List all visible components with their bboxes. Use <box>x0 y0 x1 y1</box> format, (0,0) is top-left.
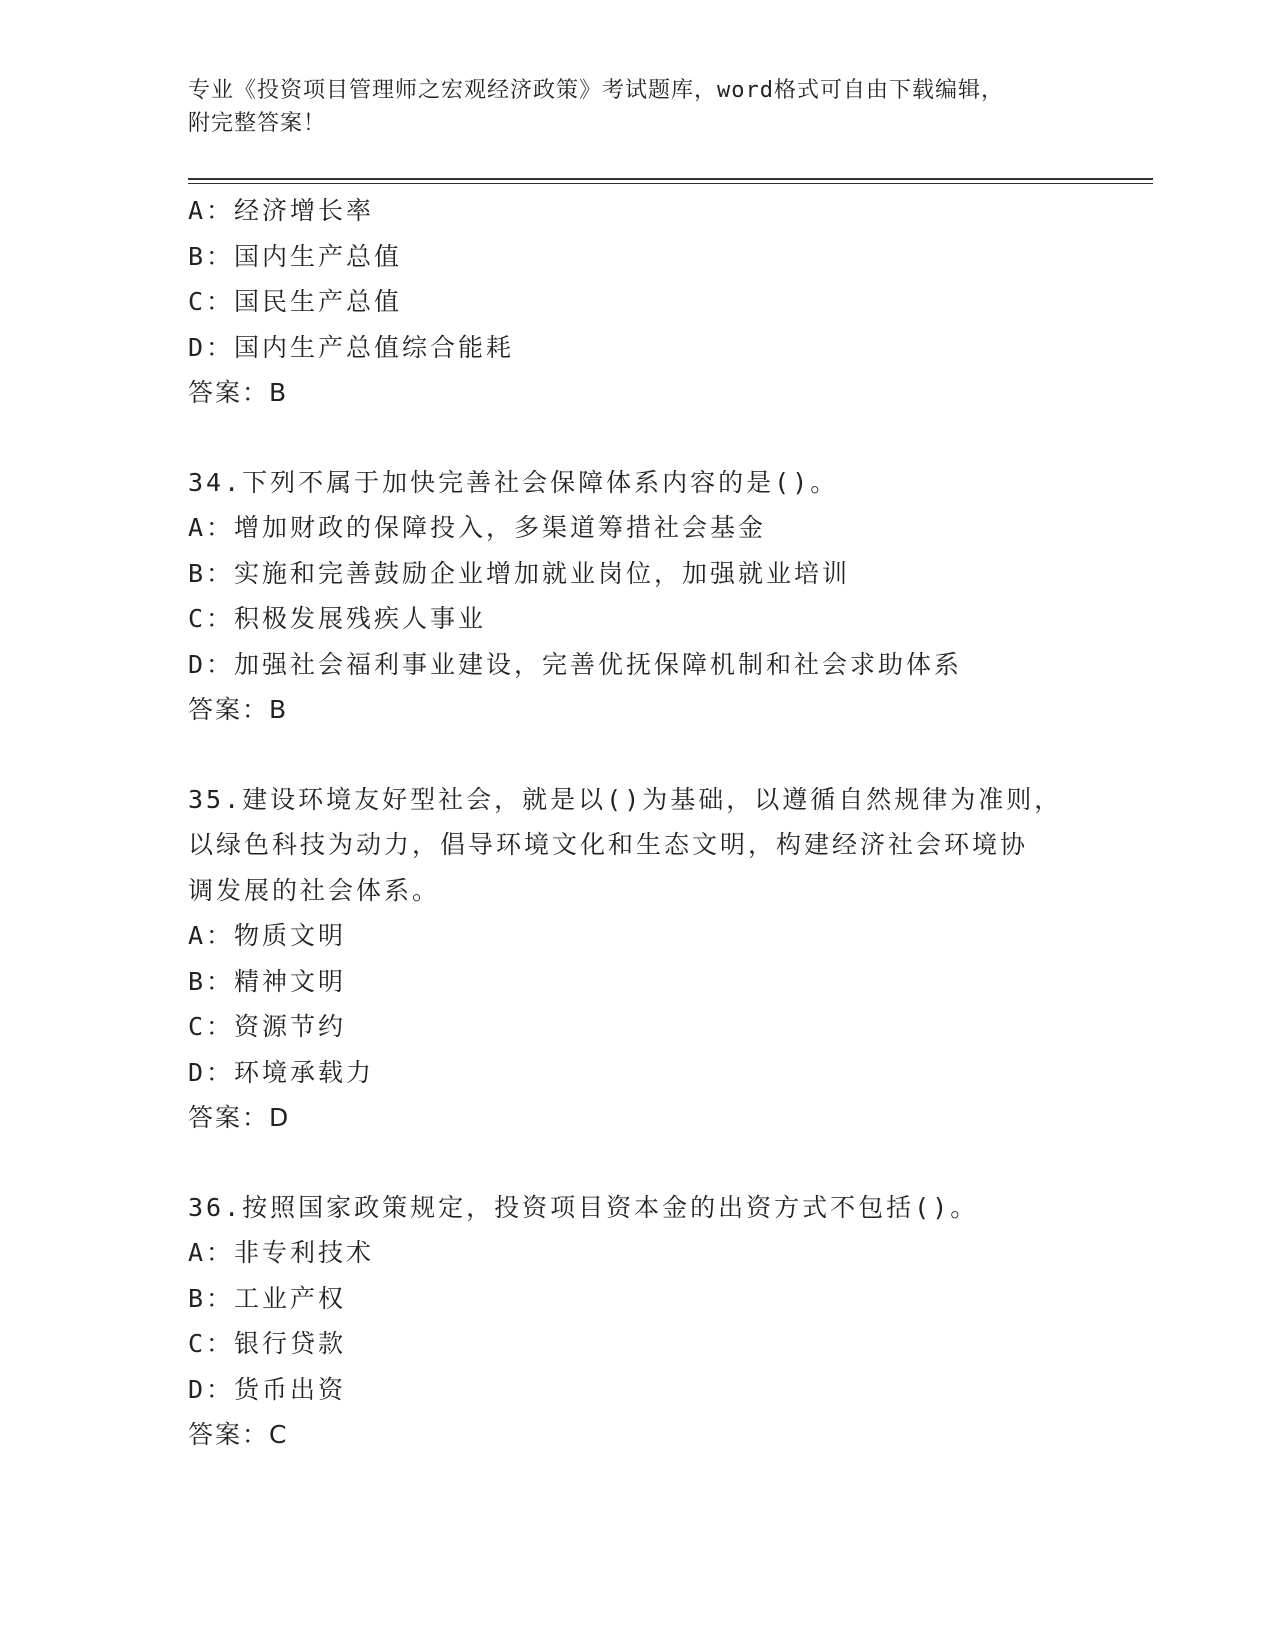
option-d: D：加强社会福利事业建设，完善优抚保障机制和社会求助体系 <box>188 649 963 679</box>
answer: 答案：D <box>188 1103 291 1132</box>
option-b: B：精神文明 <box>188 966 347 996</box>
option-b: B：国内生产总值 <box>188 241 403 271</box>
question-stem-line-2: 以绿色科技为动力，倡导环境文化和生态文明，构建经济社会环境协 <box>188 830 1029 859</box>
option-a: A：非专利技术 <box>188 1238 375 1267</box>
option-b: B：工业产权 <box>188 1283 347 1313</box>
option-d: D：环境承载力 <box>188 1057 375 1087</box>
header-line-2: 附完整答案！ <box>188 111 327 136</box>
option-c: C：国民生产总值 <box>188 287 403 316</box>
answer: 答案：C <box>188 1420 289 1449</box>
question-35 <box>188 777 1088 1141</box>
spacer <box>188 416 1088 460</box>
question-stem: 36.按照国家政策规定，投资项目资本金的出资方式不包括()。 <box>188 1192 979 1222</box>
answer: 答案：B <box>188 695 289 724</box>
question-36 <box>188 1185 1088 1458</box>
header-line-1: 专业《投资项目管理师之宏观经济政策》考试题库，word格式可自由下载编辑， <box>188 78 1004 103</box>
option-d: D：货币出资 <box>188 1374 347 1404</box>
header-divider-thick <box>188 178 1153 180</box>
answer: 答案：B <box>188 378 289 407</box>
question-stem-line-1: 35.建设环境友好型社会，就是以()为基础，以遵循自然规律为准则， <box>188 784 1063 814</box>
header-divider-thin <box>188 183 1153 184</box>
question-list <box>188 188 1088 1458</box>
spacer <box>188 733 1088 777</box>
question-stem-line-3: 调发展的社会体系。 <box>188 875 441 905</box>
option-a: A：增加财政的保障投入，多渠道筹措社会基金 <box>188 513 767 542</box>
option-c: C：积极发展残疾人事业 <box>188 604 487 633</box>
option-c: C：银行贷款 <box>188 1329 347 1358</box>
option-a: A：物质文明 <box>188 921 347 950</box>
question-33 <box>188 188 1088 416</box>
option-b: B：实施和完善鼓励企业增加就业岗位，加强就业培训 <box>188 558 851 588</box>
document-header <box>188 74 1078 140</box>
spacer <box>188 1141 1088 1185</box>
question-34 <box>188 460 1088 733</box>
option-c: C：资源节约 <box>188 1012 347 1041</box>
question-stem: 34.下列不属于加快完善社会保障体系内容的是()。 <box>188 467 839 497</box>
option-a: A：经济增长率 <box>188 196 375 225</box>
option-d: D：国内生产总值综合能耗 <box>188 332 515 362</box>
